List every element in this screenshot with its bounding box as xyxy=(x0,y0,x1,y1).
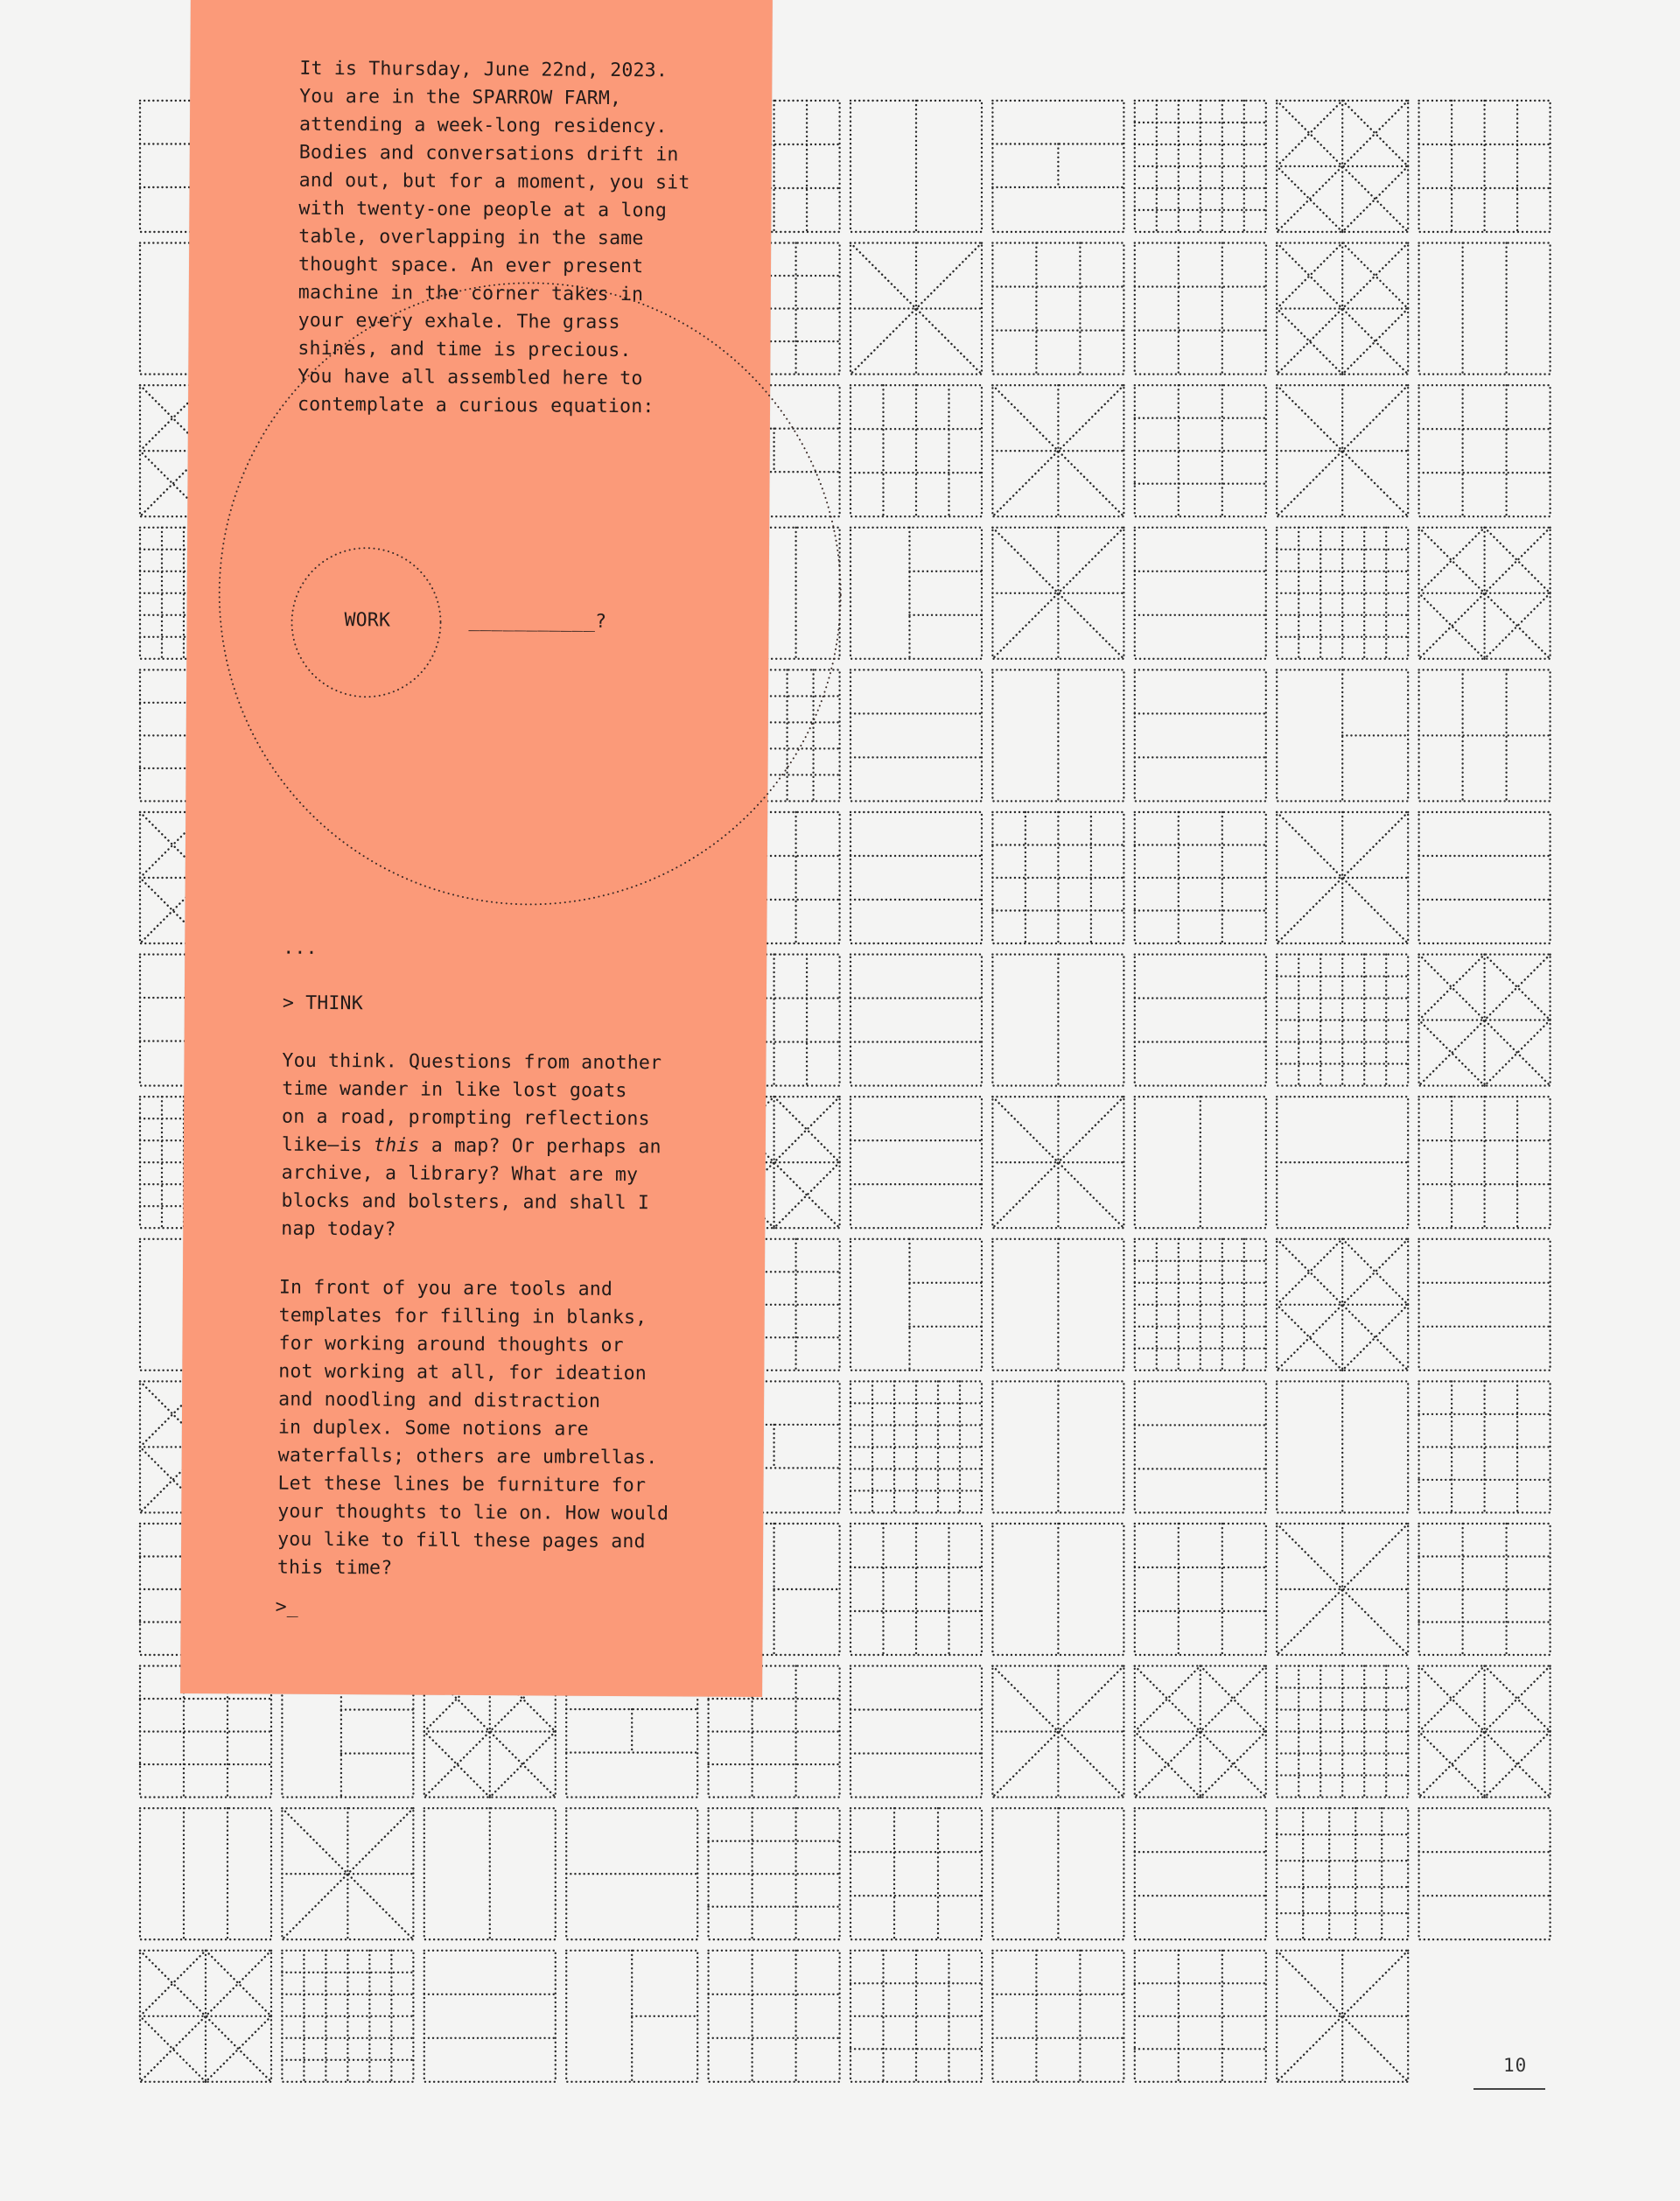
template-cell-grid-4x3 xyxy=(850,385,982,516)
page-number-rule xyxy=(1474,2088,1545,2090)
template-cell-grid-4x3 xyxy=(1419,101,1550,232)
template-cell-star-x xyxy=(140,1951,271,2082)
command-prompt-cursor: >_ xyxy=(275,1595,299,1618)
think-command: > THINK xyxy=(282,992,363,1015)
template-cell-grid-4x4 xyxy=(1419,1381,1550,1512)
template-cell-cols-2 xyxy=(992,669,1124,801)
template-cell-grid-3x3 xyxy=(850,1808,982,1939)
template-cell-rows-3 xyxy=(424,1951,556,2082)
template-cell-v-2 xyxy=(566,1951,697,2082)
template-cell-rows-3 xyxy=(1135,1381,1266,1512)
template-cell-grid-6x6 xyxy=(1135,1239,1266,1370)
think-paragraph-end: a map? Or perhaps an archive, a library? What are my blocks and bolsters, and shall I nap today? xyxy=(281,1134,662,1241)
template-cell-cols-2 xyxy=(992,1808,1124,1939)
template-cell-rows-3 xyxy=(1419,1239,1550,1370)
template-cell-star xyxy=(1277,1524,1408,1655)
template-cell-grid-5x5 xyxy=(1277,1808,1408,1939)
template-cell-cols-2 xyxy=(1135,1097,1266,1228)
template-cell-grid-3x4 xyxy=(1135,1951,1266,2082)
template-cell-star xyxy=(992,385,1124,516)
template-cell-grid-6x6 xyxy=(1277,1666,1408,1798)
template-cell-star xyxy=(992,528,1124,659)
instruction-card xyxy=(180,0,773,1697)
template-cell-grid-3x3 xyxy=(709,1951,840,2082)
page-number: 10 xyxy=(1503,2055,1528,2076)
template-cell-rows-3 xyxy=(850,812,982,943)
template-cell-rows-3 xyxy=(1419,1808,1550,1939)
template-cell-cols-2 xyxy=(424,1808,556,1939)
template-cell-grid-4x3 xyxy=(1419,1097,1550,1228)
template-cell-grid-6x6 xyxy=(1277,955,1408,1086)
template-cell-rows-3 xyxy=(1135,1808,1266,1939)
ellipsis: ... xyxy=(283,936,318,959)
intro-paragraph: It is Thursday, June 22nd, 2023. You are in the SPARROW FARM, attending a week-long residency. Bodies and conversations drift in and out, but for a moment, you sit with twenty-one people at a long table, overlapping in the same thought space. An ever present machine in the corner takes in your every exhale. The grass shines, and time is precious. You have all assembled here to contemplate a curious equation: xyxy=(297,57,690,418)
template-cell-cols-3 xyxy=(1419,243,1550,375)
template-cell-rows-3 xyxy=(1135,669,1266,801)
template-cell-rows-3 xyxy=(850,1666,982,1798)
tools-paragraph: In front of you are tools and templates for filling in blanks, for working around thoughts or not working at all, for ideation and noodling and distraction in duplex. Some notions are waterfalls; others are umbrellas. Let these lines be furniture for your thoughts to lie on. How would you like to fill these pages and this time? xyxy=(276,1276,669,1580)
template-cell-split-v-h xyxy=(850,528,982,659)
template-cell-grid-6x6 xyxy=(850,1381,982,1512)
template-cell-star-x xyxy=(1419,1666,1550,1798)
template-cell-rows-2 xyxy=(1277,1097,1408,1228)
template-cell-cols-2 xyxy=(850,101,982,232)
template-cell-grid-3x3 xyxy=(992,243,1124,375)
template-cell-split-v-h xyxy=(850,1239,982,1370)
template-cell-rows-3 xyxy=(1135,528,1266,659)
template-cell-cols-2 xyxy=(992,1239,1124,1370)
template-cell-rows-3 xyxy=(850,955,982,1086)
equation-work-label: WORK xyxy=(344,609,391,632)
template-cell-grid-4x3 xyxy=(850,1524,982,1655)
template-cell-rows-2 xyxy=(566,1808,697,1939)
template-cell-star-x xyxy=(1135,1666,1266,1798)
template-cell-cols-2 xyxy=(992,1381,1124,1512)
template-cell-star xyxy=(850,243,982,375)
template-cell-grid-3x4 xyxy=(709,1808,840,1939)
template-cell-v-2 xyxy=(1277,669,1408,801)
template-cell-rows-3 xyxy=(1135,955,1266,1086)
template-cell-star-x xyxy=(1419,955,1550,1086)
template-cell-grid-4x4 xyxy=(850,1951,982,2082)
template-cell-rows-3 xyxy=(1419,812,1550,943)
template-cell-star xyxy=(1277,1951,1408,2082)
template-cell-star-x xyxy=(1277,1239,1408,1370)
template-cell-cols-2 xyxy=(1277,1381,1408,1512)
think-paragraph-start: You think. Questions from another time wander in like lost goats on a road, prompting reflections like—is xyxy=(281,1049,662,1157)
template-cell-grid-3x3 xyxy=(1419,385,1550,516)
template-cell-grid-3x2 xyxy=(1419,669,1550,801)
equation-blank: ___________? xyxy=(468,609,607,633)
template-cell-star xyxy=(992,1097,1124,1228)
template-cell-star xyxy=(1277,812,1408,943)
template-cell-grid-3x3 xyxy=(992,1951,1124,2082)
think-paragraph xyxy=(281,1048,737,1246)
template-cell-split-h2 xyxy=(992,101,1124,232)
template-cell-star-x xyxy=(1419,528,1550,659)
template-cell-grid-6x6 xyxy=(1135,101,1266,232)
template-cell-grid-6x6 xyxy=(1277,528,1408,659)
template-cell-grid-3x4 xyxy=(1135,812,1266,943)
template-cell-cols-3 xyxy=(140,1808,271,1939)
template-cell-grid-3x3 xyxy=(1135,1524,1266,1655)
template-cell-cols-2 xyxy=(992,1524,1124,1655)
template-cell-star xyxy=(1277,385,1408,516)
think-paragraph-italic: this xyxy=(373,1134,420,1157)
template-cell-grid-3x4 xyxy=(1135,385,1266,516)
template-cell-star-x xyxy=(1277,101,1408,232)
template-cell-star xyxy=(282,1808,413,1939)
template-cell-grid-3x4 xyxy=(1419,1524,1550,1655)
template-cell-rows-3 xyxy=(850,669,982,801)
template-cell-star-x xyxy=(1277,243,1408,375)
template-cell-cols-2 xyxy=(992,955,1124,1086)
template-cell-grid-6x6 xyxy=(282,1951,413,2082)
template-cell-star xyxy=(992,1666,1124,1798)
template-cell-rows-3 xyxy=(850,1097,982,1228)
template-cell-grid-3x3 xyxy=(1135,243,1266,375)
template-cell-grid-4x4 xyxy=(992,812,1124,943)
